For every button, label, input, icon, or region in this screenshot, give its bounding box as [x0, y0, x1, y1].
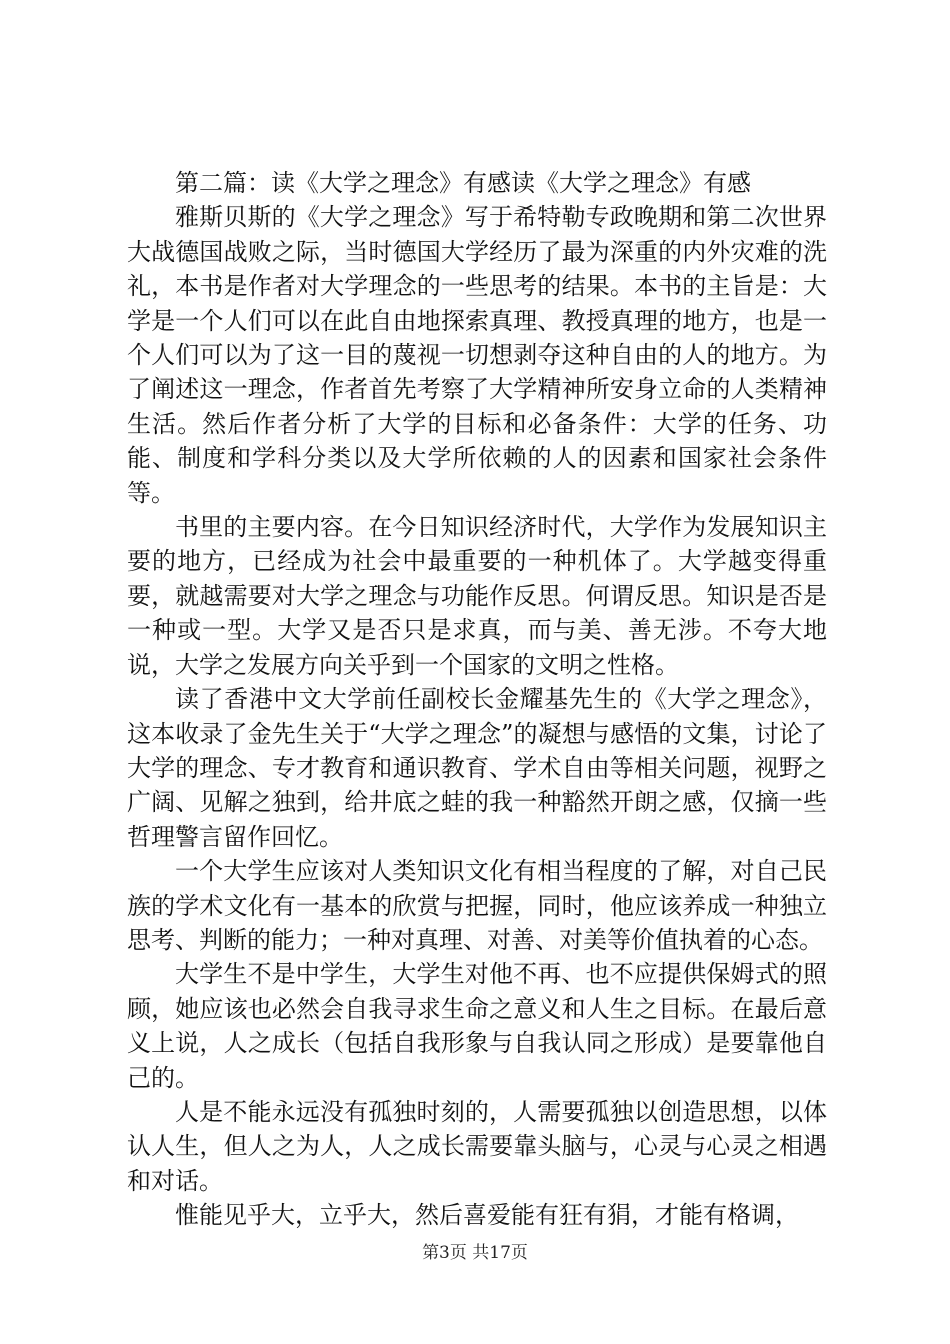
paragraph-2: 书里的主要内容。在今日知识经济时代，大学作为发展知识主要的地方，已经成为社会中最重要的一种机体了。大学越变得重要，就越需要对大学之理念与功能作反思。何谓反思。知识是否是一种或一型。大学又是否只是求真，而与美、善无涉。不夸大地说，大学之发展方向关乎到一个国家的文明之性格。 — [127, 513, 827, 679]
paragraph-1: 雅斯贝斯的《大学之理念》写于希特勒专政晚期和第二次世界大战德国战败之际，当时德国大学经历了最为深重的内外灾难的洗礼，本书是作者对大学理念的一些思考的结果。本书的主旨是：大学是一个人们可以在此自由地探索真理、教授真理的地方，也是一个人们可以为了这一目的蔑视一切想剥夺这种自由的人的地方。为了阐述这一理念，作者首先考察了大学精神所安身立命的人类精神生活。然后作者分析了大学的目标和必备条件：大学的任务、功能、制度和学科分类以及大学所依赖的人的因素和国家社会条件等。 — [127, 203, 827, 507]
paragraph-7: 惟能见乎大，立乎大，然后喜爱能有狂有狷，才能有格调， — [175, 1201, 799, 1230]
paragraph-5: 大学生不是中学生，大学生对他不再、也不应提供保姆式的照顾，她应该也必然会自我寻求生命之意义和人生之目标。在最后意义上说，人之成长（包括自我形象与自我认同之形成）是要靠他自己的。 — [127, 960, 827, 1092]
paragraph-4: 一个大学生应该对人类知识文化有相当程度的了解，对自己民族的学术文化有一基本的欣赏与把握，同时，他应该养成一种独立思考、判断的能力；一种对真理、对善、对美等价值执着的心态。 — [127, 857, 827, 954]
document-body — [127, 166, 827, 1233]
page-number-footer: 第3页 共17页 — [422, 1243, 528, 1263]
document-title: 第二篇：读《大学之理念》有感读《大学之理念》有感 — [175, 169, 751, 197]
paragraph-3: 读了香港中文大学前任副校长金耀基先生的《大学之理念》，这本收录了金先生关于“大学之理念”的凝想与感悟的文集，讨论了大学的理念、专才教育和通识教育、学术自由等相关问题，视野之广阔、见解之独到，给井底之蛙的我一种豁然开朗之感，仅摘一些哲理警言留作回忆。 — [127, 685, 827, 851]
paragraph-6: 人是不能永远没有孤独时刻的，人需要孤独以创造思想，以体认人生，但人之为人，人之成长需要靠头脑与，心灵与心灵之相遇和对话。 — [127, 1097, 827, 1195]
